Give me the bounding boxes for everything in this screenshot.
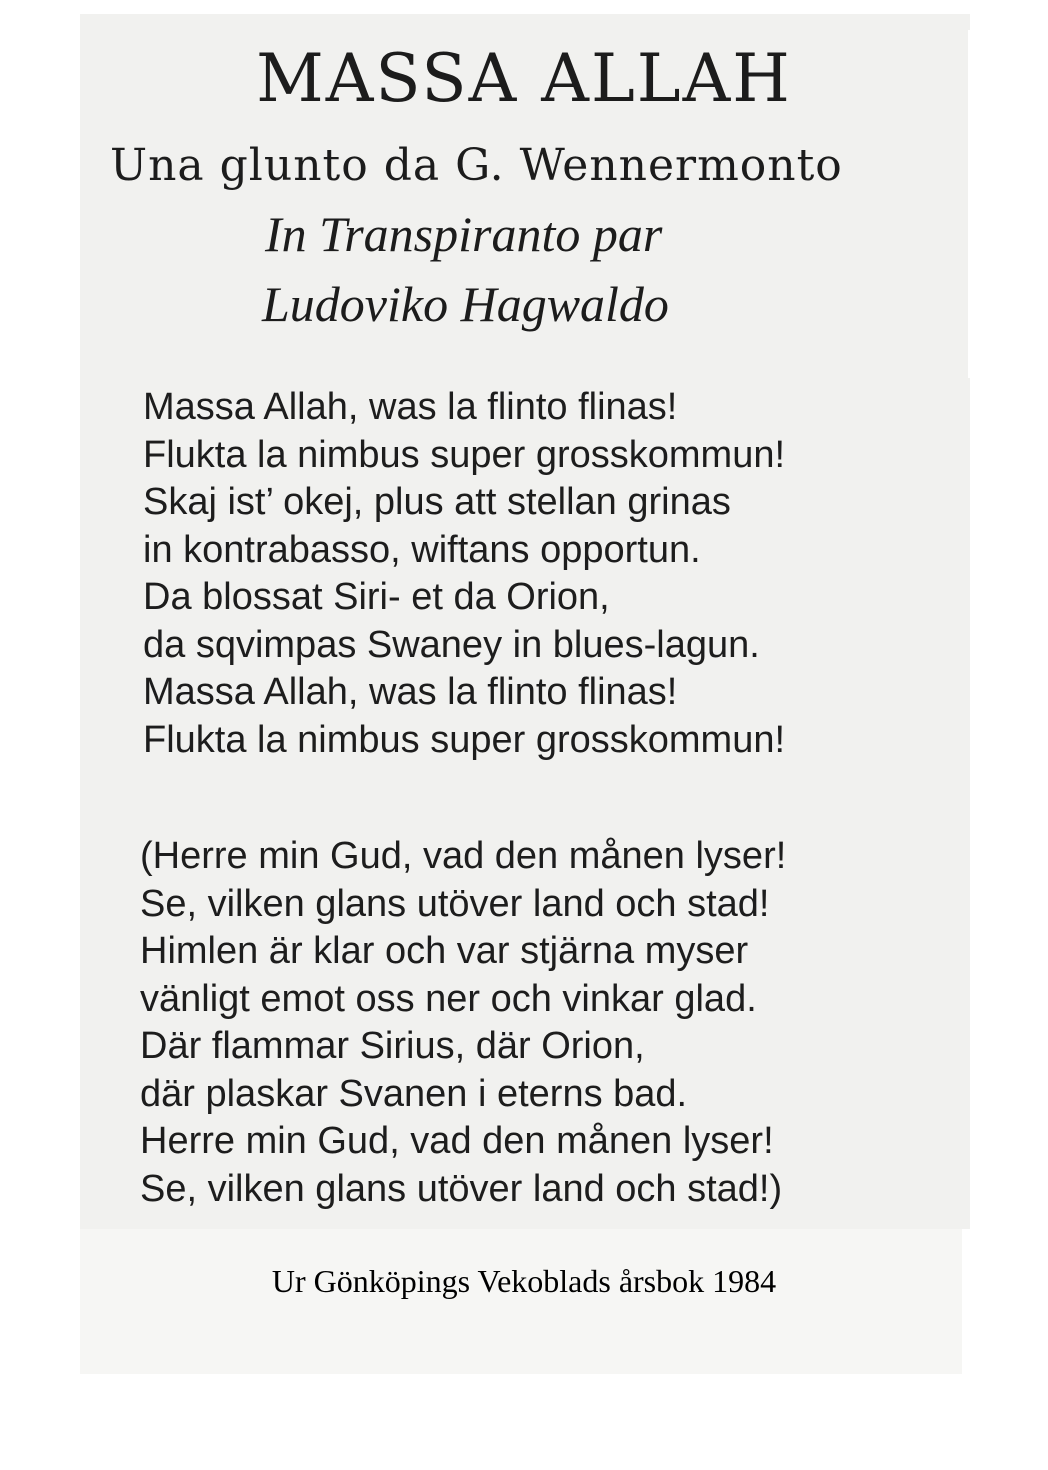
verse-line: Flukta la nimbus super grosskommun! [143,433,786,476]
verse-line: vänligt emot oss ner och vinkar glad. [140,977,757,1020]
stanza-transpiranto [143,384,785,764]
stanza-swedish-original [140,833,786,1213]
poem-title: MASSA ALLAH [256,40,792,117]
verse-line: Massa Allah, was la flinto flinas! [143,386,678,428]
verse-line: Herre min Gud, vad den månen lyser! [140,1120,774,1162]
translator-credit-line-2: Ludoviko Hagwaldo [262,276,669,332]
verse-line: Himlen är klar och var stjärna myser [140,930,749,972]
verse-line: Flukta la nimbus super grosskommun! [143,718,786,761]
translator-credit-line-1: In Transpiranto par [265,206,663,262]
poem-subtitle: Una glunto da G. Wennermonto [110,140,843,191]
verse-line: Massa Allah, was la flinto flinas! [143,671,678,713]
verse-line: där plaskar Svanen i eterns bad. [140,1072,688,1115]
verse-line: (Herre min Gud, vad den månen lyser! [140,835,787,877]
verse-line: Se, vilken glans utöver land och stad!) [140,1167,783,1210]
verse-line: Se, vilken glans utöver land och stad! [140,882,770,925]
verse-line: da sqvimpas Swaney in blues-lagun. [143,623,760,666]
source-caption: Ur Gönköpings Vekoblads årsbok 1984 [271,1263,777,1299]
verse-line: in kontrabasso, wiftans opportun. [143,528,701,571]
verse-line: Skaj ist’ okej, plus att stellan grinas [143,481,731,523]
lower-margin [80,1229,962,1374]
verse-line: Där flammar Sirius, där Orion, [140,1025,645,1067]
verse-line: Da blossat Siri- et da Orion, [143,576,610,618]
